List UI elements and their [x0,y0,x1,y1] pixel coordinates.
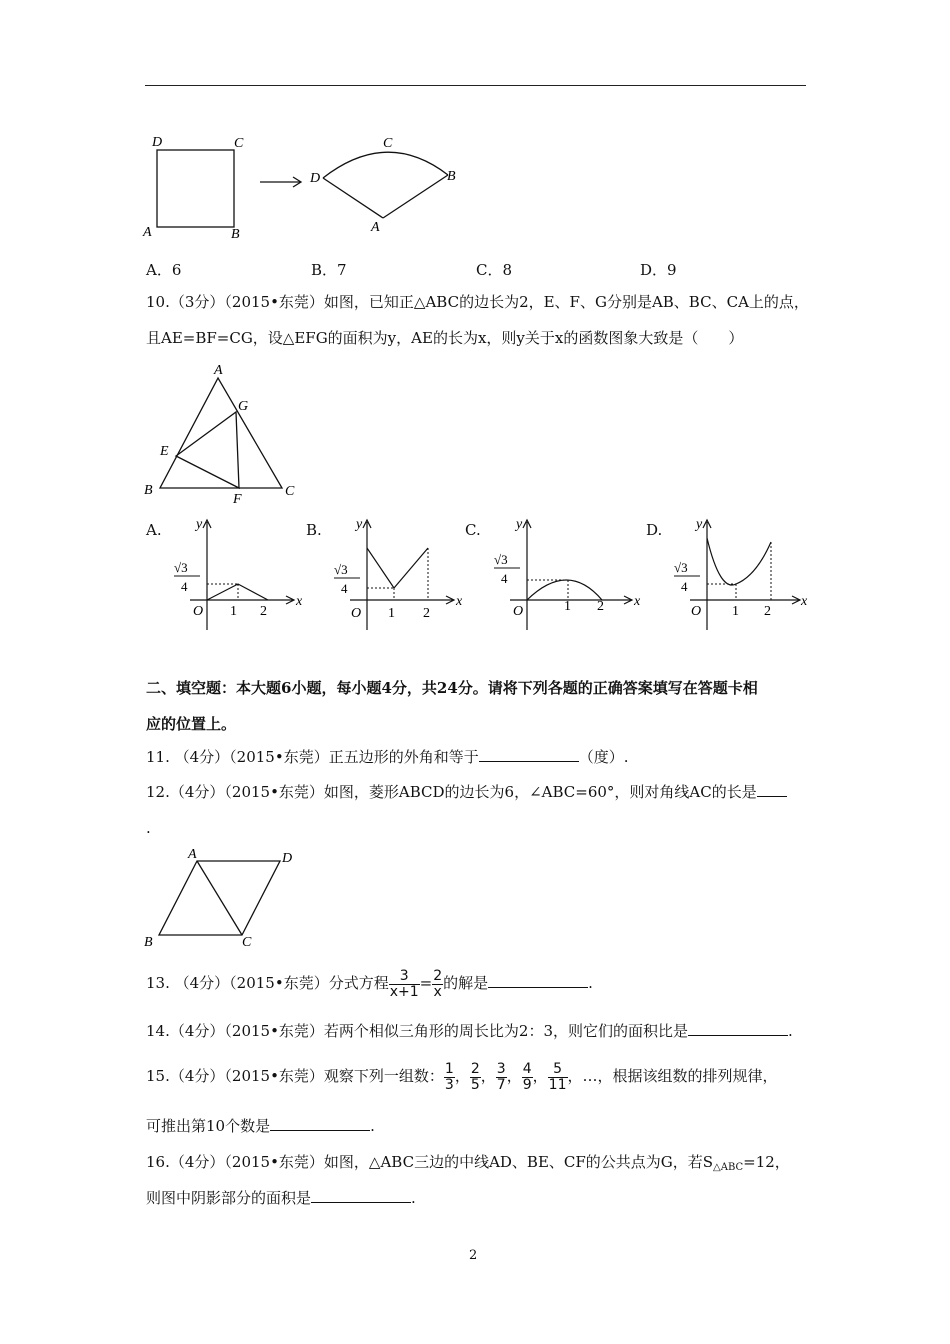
q11-post: （度）. [578,748,629,766]
label-C: C [234,136,244,151]
q13-equals: = [419,974,433,992]
origin-label: O [691,604,702,619]
triangle-efg [176,412,239,488]
q14-blank[interactable] [688,1021,788,1036]
q16-line2 [146,1188,416,1208]
q13-end: . [588,974,593,992]
tick-2: 2 [423,606,430,621]
q13-fraction-1: $\frac{3}{x+1}$ [389,967,419,1000]
label-D: D [152,135,163,150]
origin-label: O [351,606,362,621]
q12-blank[interactable] [757,782,787,797]
graph-c [490,512,650,634]
sqrt3: √3 [174,560,188,575]
q15-line2 [146,1116,375,1136]
q10-triangle-figure [140,360,310,510]
four: 4 [681,579,688,594]
q12 [146,782,787,802]
section2-heading-line1: 二、填空题：本大题6小题，每小题4分，共24分。请将下列各题的正确答案填写在答题卡相 [146,679,758,697]
sector-arc [323,152,448,178]
triangle-abc [160,378,282,488]
curve [707,538,771,585]
q13-blank[interactable] [488,973,588,988]
y-label: y [696,517,703,532]
q12-text: 12.（4分）（2015•东莞）如图，菱形ABCD的边长为6，∠ABC=60°，则对角线AC的长是 [146,783,757,801]
label-G: G [238,399,249,414]
tick-1: 1 [230,604,237,619]
sqrt3: √3 [674,560,688,575]
tick-2: 2 [260,604,267,619]
tick-1: 1 [732,604,739,619]
graph-b [330,512,470,634]
label-B: B [231,227,240,242]
tick-1: 1 [388,606,395,621]
label-E: E [160,444,169,459]
page-number: 2 [469,1248,478,1263]
q13-text: 13. （4分）（2015•东莞）分式方程 [146,974,389,992]
q9-option-c: C．8 [476,261,513,279]
header-rule [145,85,806,86]
label-B2: B [447,169,456,184]
sqrt3: √3 [494,552,508,567]
q13-fraction-2: $\frac{2}{x}$ [433,967,443,1000]
sqrt3: √3 [334,562,348,577]
sector-side-da [323,178,383,218]
diagonal-ac [197,861,242,935]
tick-2: 2 [597,599,604,614]
graph-option-c-letter: C. [465,521,481,539]
q13-mid: 的解是 [443,974,489,992]
curve [527,580,602,600]
four: 4 [181,579,188,594]
q16-post: =12， [743,1153,790,1171]
q15-blank[interactable] [270,1116,370,1131]
q15-fraction-1: $\frac{1}{3}$ [444,1060,454,1093]
tick-2: 2 [764,604,771,619]
square [157,150,234,227]
origin-label: O [513,604,524,619]
q16 [146,1152,790,1178]
q15-fraction-4: $\frac{4}{9}$ [522,1060,532,1093]
label-C: C [242,935,252,950]
y-label: y [196,517,203,532]
graph-d [670,512,815,634]
q15-text: 15.（4分）（2015•东莞）观察下列一组数： [146,1067,444,1085]
q12-end: . [146,819,151,837]
y-label: y [516,517,523,532]
origin-label: O [193,604,204,619]
q15-fraction-2: $\frac{2}{5}$ [470,1060,480,1093]
q15-end: . [370,1117,375,1135]
q11 [146,747,628,767]
y-label: y [356,517,363,532]
q14-end: . [788,1022,793,1040]
four: 4 [341,581,348,596]
q15: 15.（4分）（2015•东莞）观察下列一组数： $\frac{1}{3}$ ， $\frac{2}{5}$ ， $\frac{3}{7}$ ， $\frac{4}{9}$ ， $\frac{5}{11}$ ，…，根据该组数的排列规律， [146,1060,778,1093]
q16-subscript: △ABC [713,1162,744,1173]
q14-text: 14.（4分）（2015•东莞）若两个相似三角形的周长比为2：3，则它们的面积比是 [146,1022,689,1040]
graph-option-a-letter: A. [146,521,162,539]
q11-text: 11. （4分）（2015•东莞）正五边形的外角和等于 [146,748,479,766]
q13 [146,966,593,1000]
four: 4 [501,571,508,586]
graph-option-d-letter: D. [646,521,663,539]
graph-a [170,512,310,634]
x-label: x [801,594,808,609]
q15-line2-text: 可推出第10个数是 [146,1117,271,1135]
q16-end: . [411,1189,416,1207]
curve [367,548,428,588]
x-label: x [634,594,641,609]
q15-after: ，…，根据该组数的排列规律， [567,1067,778,1085]
q16-blank[interactable] [311,1188,411,1203]
q9-option-d: D．9 [640,261,677,279]
label-D: D [282,851,293,866]
q10-line2: 且AE=BF=CG，设△EFG的面积为y，AE的长为x，则y关于x的函数图象大致是（ ） [146,329,744,347]
q9-figure [140,128,470,243]
q15-fraction-3: $\frac{3}{7}$ [496,1060,506,1093]
q15-fraction-5: $\frac{5}{11}$ [548,1060,567,1093]
label-A: A [143,225,152,240]
graph-option-b-letter: B. [306,521,322,539]
label-D2: D [310,171,321,186]
label-C: C [285,484,295,499]
tick-1: 1 [564,599,571,614]
q9-option-b: B．7 [311,261,347,279]
q12-rhombus-figure [140,845,310,950]
section2-heading-line2: 应的位置上。 [146,715,237,733]
label-C2: C [383,136,393,151]
x-label: x [456,594,463,609]
sector-side-ab [383,175,448,218]
q16-text: 16.（4分）（2015•东莞）如图，△ABC三边的中线AD、BE、CF的公共点为G，若S [146,1153,714,1171]
q10-line1: 10.（3分）（2015•东莞）如图，已知正△ABC的边长为2，E、F、G分别是AB、BC、CA上的点， [146,293,809,311]
label-A2: A [371,220,380,235]
label-A: A [214,363,223,378]
q11-blank[interactable] [479,747,579,762]
label-B: B [144,935,153,950]
q14 [146,1021,793,1041]
q9-option-a: A．6 [146,261,182,279]
q16-line2-text: 则图中阴影部分的面积是 [146,1189,312,1207]
x-label: x [296,594,303,609]
label-F: F [233,492,242,507]
label-A: A [188,847,197,862]
label-B: B [144,483,153,498]
